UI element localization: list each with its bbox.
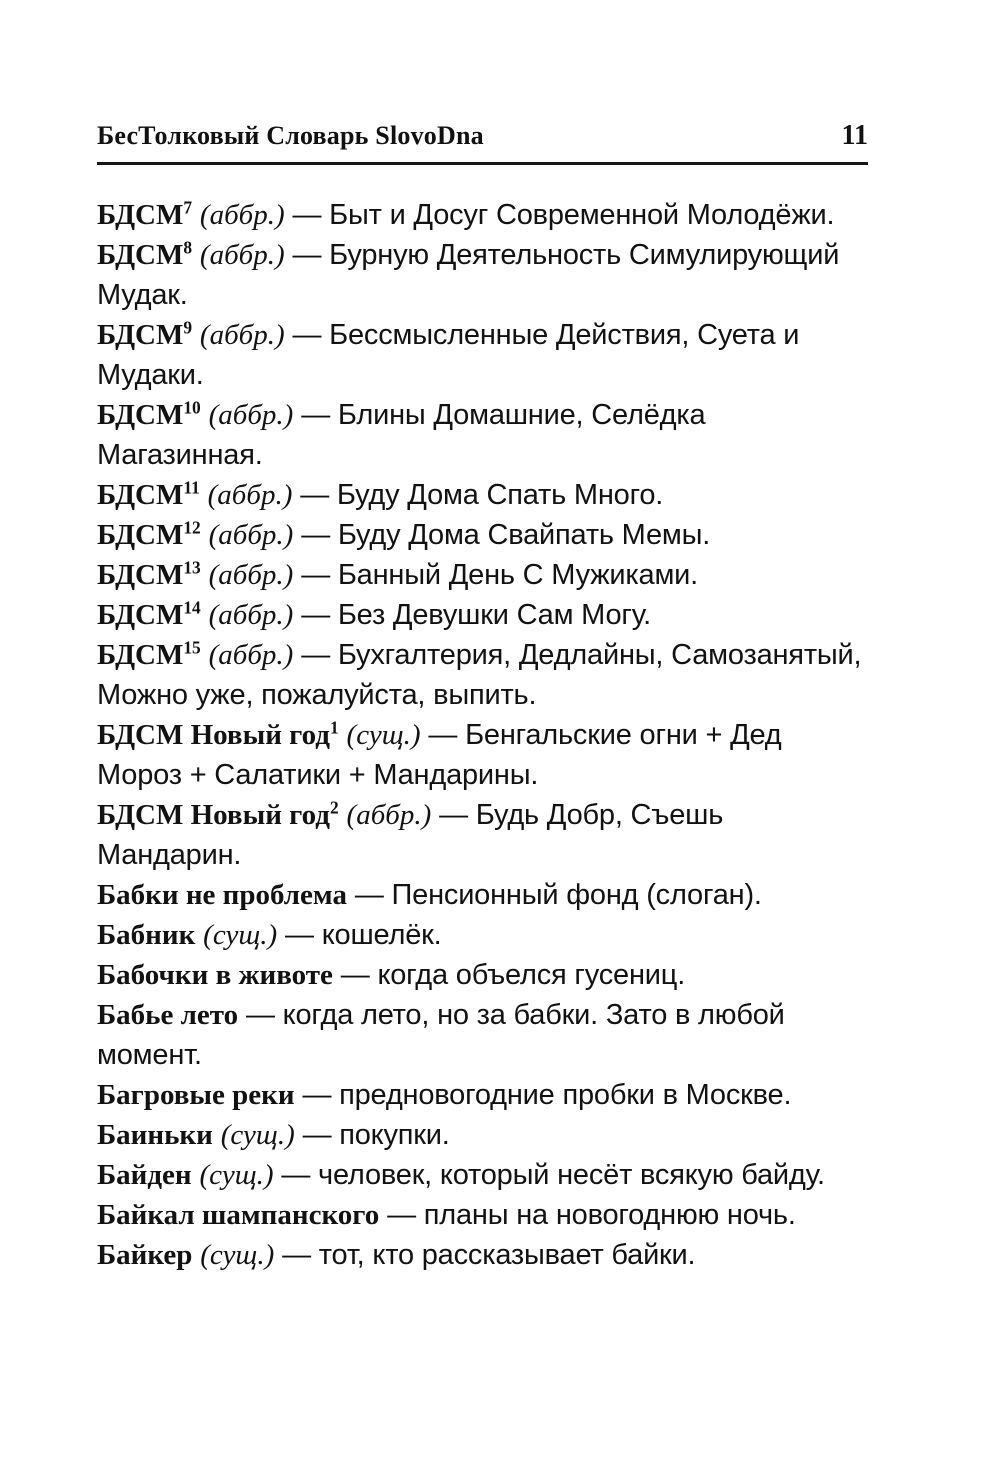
dictionary-entry <box>97 795 868 875</box>
dictionary-entries <box>97 195 868 1275</box>
entry-definition: — когда лето, но за бабки. Зато в любой момент. <box>97 999 785 1071</box>
entry-definition: — покупки. <box>302 1119 450 1151</box>
entry-term: Багровые реки <box>97 1079 295 1111</box>
entry-definition: — когда объелся гусениц. <box>340 959 686 991</box>
entry-pos: (аббр.) <box>208 599 294 631</box>
entry-superscript: 8 <box>183 237 193 258</box>
entry-superscript: 2 <box>329 797 339 818</box>
dictionary-entry <box>97 995 868 1075</box>
entry-definition: — Пенсионный фонд (слоган). <box>354 879 762 911</box>
entry-superscript: 14 <box>183 597 201 618</box>
entry-pos: (сущ.) <box>346 719 421 751</box>
entry-definition: — Бурную Деятельность Симулирующий Мудак. <box>97 239 840 311</box>
entry-pos: (аббр.) <box>199 199 285 231</box>
entry-pos: (сущ.) <box>200 1239 275 1271</box>
page-number: 11 <box>841 120 868 151</box>
entry-term: БДСМ$^9$ <box>97 317 193 351</box>
entry-term: Бабочки в животе <box>97 959 333 991</box>
entry-superscript: 15 <box>183 637 201 658</box>
entry-term: Бабник <box>97 919 196 951</box>
entry-term: БДСМ Новый год$^1$ <box>97 717 339 751</box>
entry-definition: — Без Девушки Сам Могу. <box>301 599 652 631</box>
dictionary-entry <box>97 1195 868 1235</box>
book-title: БесТолковый Словарь SlovoDna <box>97 121 484 150</box>
entry-pos: (аббр.) <box>208 399 294 431</box>
dictionary-entry <box>97 1075 868 1115</box>
dictionary-entry <box>97 915 868 955</box>
entry-term: Байден <box>97 1159 192 1191</box>
entry-term: Баиньки <box>97 1119 213 1151</box>
entry-term: БДСМ$^{15}$ <box>97 637 201 671</box>
entry-definition: — предновогодние пробки в Москве. <box>302 1079 792 1111</box>
entry-superscript: 9 <box>183 317 193 338</box>
entry-definition: — Быт и Досуг Современной Молодёжи. <box>292 199 835 231</box>
dictionary-entry <box>97 635 868 715</box>
entry-pos: (аббр.) <box>207 479 293 511</box>
entry-term: Бабье лето <box>97 999 239 1031</box>
header-rule <box>97 162 868 165</box>
entry-definition: — Буду Дома Спать Много. <box>300 479 664 511</box>
entry-definition: — Бенгальские огни + Дед Мороз + Салатики + Мандарины. <box>97 719 782 791</box>
entry-definition: — Банный День С Мужиками. <box>301 559 699 591</box>
dictionary-entry <box>97 875 868 915</box>
entry-term: БДСМ$^{13}$ <box>97 557 201 591</box>
entry-pos: (аббр.) <box>208 519 294 551</box>
dictionary-entry <box>97 595 868 635</box>
entry-pos: (аббр.) <box>208 559 294 591</box>
dictionary-entry <box>97 235 868 315</box>
entry-definition: — Буду Дома Свайпать Мемы. <box>301 519 711 551</box>
entry-term: БДСМ$^{10}$ <box>97 397 201 431</box>
entry-term: БДСМ$^{11}$ <box>97 477 200 511</box>
entry-definition: — тот, кто рассказывает байки. <box>282 1239 696 1271</box>
entry-pos: (аббр.) <box>199 319 285 351</box>
entry-pos: (аббр.) <box>208 639 294 671</box>
dictionary-entry <box>97 955 868 995</box>
entry-term: Байкер <box>97 1239 193 1271</box>
entry-superscript: 7 <box>183 197 193 218</box>
entry-pos: (сущ.) <box>220 1119 295 1151</box>
dictionary-entry <box>97 1235 868 1275</box>
entry-superscript: 12 <box>183 517 201 538</box>
entry-term: БДСМ$^{12}$ <box>97 517 201 551</box>
dictionary-entry <box>97 195 868 235</box>
entry-term: БДСМ Новый год$^2$ <box>97 797 339 831</box>
dictionary-entry <box>97 715 868 795</box>
entry-definition: — Бессмысленные Действия, Суета и Мудаки. <box>97 319 800 391</box>
entry-term: БДСМ$^{14}$ <box>97 597 201 631</box>
page-header <box>97 120 868 152</box>
entry-definition: — Блины Домашние, Селёдка Магазинная. <box>97 399 706 471</box>
entry-term: Байкал шампанского <box>97 1199 380 1231</box>
entry-pos: (сущ.) <box>203 919 278 951</box>
entry-term: БДСМ$^7$ <box>97 197 193 231</box>
entry-superscript: 13 <box>183 557 201 578</box>
dictionary-entry <box>97 515 868 555</box>
entry-definition: — Будь Добр, Съешь Мандарин. <box>97 799 724 871</box>
entry-superscript: 1 <box>329 717 339 738</box>
entry-definition: — кошелёк. <box>285 919 442 951</box>
dictionary-entry <box>97 475 868 515</box>
entry-definition: — Бухгалтерия, Дедлайны, Самозанятый, Можно уже, пожалуйста, выпить. <box>97 639 862 711</box>
entry-pos: (аббр.) <box>346 799 432 831</box>
entry-pos: (сущ.) <box>199 1159 274 1191</box>
dictionary-entry <box>97 1155 868 1195</box>
dictionary-entry <box>97 555 868 595</box>
entry-definition: — планы на новогоднюю ночь. <box>387 1199 796 1231</box>
entry-term: БДСМ$^8$ <box>97 237 193 271</box>
entry-superscript: 10 <box>183 397 201 418</box>
dictionary-entry <box>97 1115 868 1155</box>
dictionary-entry <box>97 315 868 395</box>
dictionary-entry <box>97 395 868 475</box>
entry-term: Бабки не проблема <box>97 879 347 911</box>
entry-superscript: 11 <box>183 477 200 498</box>
entry-pos: (аббр.) <box>199 239 285 271</box>
entry-definition: — человек, который несёт всякую байду. <box>281 1159 825 1191</box>
